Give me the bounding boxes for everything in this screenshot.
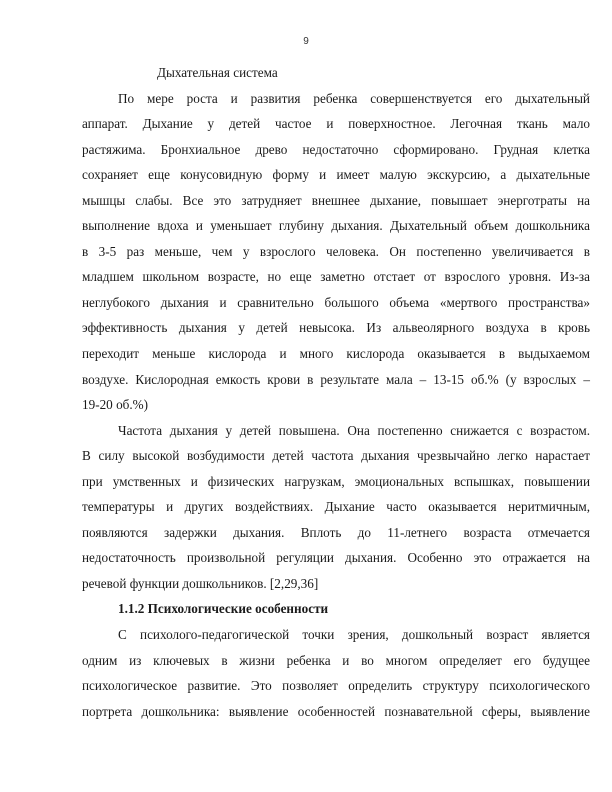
paragraph-line: младшем школьном возрасте, но еще заметно отстает от взрослого уровня. Из-за <box>82 269 590 285</box>
paragraph-line: одним из ключевых в жизни ребенка и во многом определяет его будущее <box>82 652 590 668</box>
paragraph-line: недостаточность произвольной регуляции дыхания. Особенно это отражается на <box>82 550 590 566</box>
paragraph-psychological-features <box>82 622 590 724</box>
paragraph-line: выполнение вдоха и уменьшает глубину дыхания. Дыхательный объем дошкольника <box>82 218 590 234</box>
document-body <box>82 60 590 724</box>
paragraph-line: растяжима. Бронхиальное древо недостаточно сформировано. Грудная клетка <box>82 141 590 157</box>
paragraph-line: эффективность дыхания у детей невысока. Из альвеолярного воздуха в кровь <box>82 320 590 336</box>
paragraph-line: 19-20 об.%) <box>82 397 149 413</box>
paragraph-line: психологическое развитие. Это позволяет определить структуру психологического <box>82 678 590 694</box>
paragraph-line: По мере роста и развития ребенка совершенствуется его дыхательный <box>118 90 590 106</box>
paragraph-line: сохраняет еще конусовидную форму и имеет малую экскурсию, а дыхательные <box>82 167 590 183</box>
paragraph-line: речевой функции дошкольников. [2,29,36] <box>82 575 319 591</box>
paragraph-breathing-rate <box>82 418 590 597</box>
paragraph-respiratory-development <box>82 86 590 418</box>
paragraph-line: появляются задержки дыхания. Вплоть до 11-летнего возраста отмечается <box>82 524 590 540</box>
paragraph-line: температуры и других воздействиях. Дыхание часто оказывается неритмичным, <box>82 499 590 515</box>
paragraph-line: Частота дыхания у детей повышена. Она постепенно снижается с возрастом. <box>118 422 590 438</box>
paragraph-line: мышцы слабы. Все это затрудняет внешнее дыхание, повышает энерготраты на <box>82 192 590 208</box>
paragraph-line: портрета дошкольника: выявление особенностей познавательной сферы, выявление <box>82 703 590 719</box>
paragraph-line: переходит меньше кислорода и много кислорода оказывается в выдыхаемом <box>82 346 590 362</box>
section-heading: Дыхательная система <box>157 65 278 80</box>
subsection-heading: 1.1.2 Психологические особенности <box>118 601 329 617</box>
paragraph-line: неглубокого дыхания и сравнительно большого объема «мертвого пространства» <box>82 294 590 310</box>
paragraph-line: в 3-5 раз меньше, чем у взрослого человека. Он постепенно увеличивается в <box>82 243 590 259</box>
page-number: 9 <box>303 36 309 47</box>
paragraph-line: аппарат. Дыхание у детей частое и поверхностное. Легочная ткань мало <box>82 116 590 132</box>
paragraph-line: С психолого-педагогической точки зрения, дошкольный возраст является <box>118 627 590 643</box>
paragraph-line: воздухе. Кислородная емкость крови в результате мала – 13-15 об.% (у взрослых – <box>82 371 590 387</box>
paragraph-line: В силу высокой возбудимости детей частота дыхания чрезвычайно легко нарастает <box>82 448 590 464</box>
paragraph-line: при умственных и физических нагрузкам, эмоциональных вспышках, повышении <box>82 473 590 489</box>
